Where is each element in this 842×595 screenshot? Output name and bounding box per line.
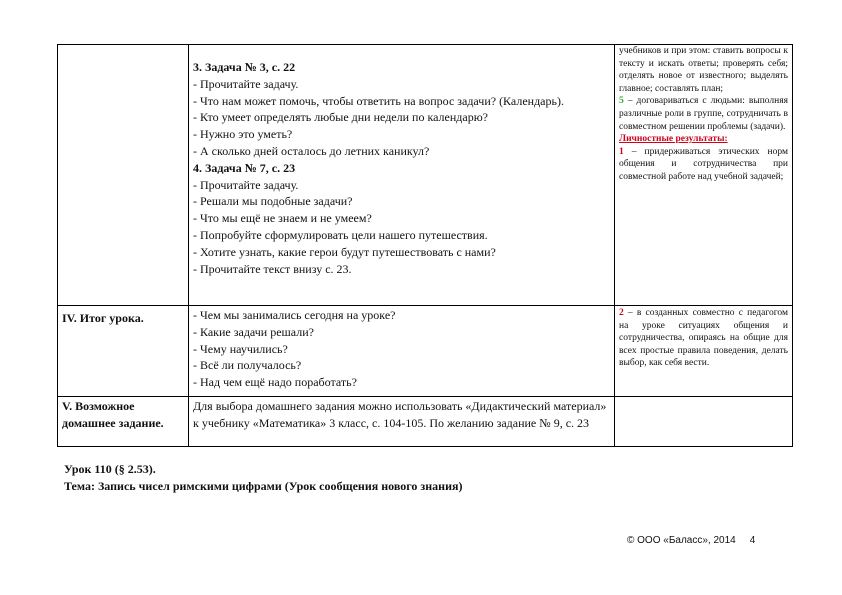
- activity-line: - А сколько дней осталось до летних каникул?: [193, 143, 430, 158]
- table-row: [58, 397, 793, 447]
- activity-line: - Что нам может помочь, чтобы ответить на вопрос задачи? (Календарь).: [193, 93, 564, 108]
- table-row: [58, 306, 793, 397]
- activity-cell: [189, 45, 615, 306]
- result-text: – договариваться с людьми: выполняя различные роли в группе, сотрудничать в совместном решении проблемы (задачи).: [619, 96, 788, 132]
- copyright: © ООО «Баласс», 2014: [627, 535, 736, 546]
- activity-line: 4. Задача № 7, с. 23: [193, 160, 296, 175]
- result-number: 1: [619, 146, 624, 157]
- lesson-topic: Тема: Запись чисел римскими цифрами (Урок сообщения нового знания): [64, 479, 463, 493]
- activity-line: - Прочитайте текст внизу с. 23.: [193, 261, 352, 276]
- result-number: 5: [619, 96, 624, 107]
- activity-line: - Решали мы подобные задачи?: [193, 194, 353, 209]
- activity-line: 3. Задача № 3, с. 22: [193, 60, 296, 74]
- personal-results-heading: Личностные результаты:: [619, 134, 728, 145]
- result-number: 2: [619, 308, 624, 318]
- lesson-plan-table: [57, 44, 793, 447]
- lesson-title: Урок 110 (§ 2.53).: [64, 462, 156, 476]
- activity-line: - Над чем ещё надо поработать?: [193, 375, 357, 390]
- stage-cell: V. Возможное домашнее задание.: [58, 397, 189, 447]
- activity-line: - Хотите узнать, какие герои будут путешествовать с нами?: [193, 244, 496, 259]
- results-paragraph: [619, 95, 788, 133]
- activity-line: - Попробуйте сформулировать цели нашего путешествия.: [193, 227, 488, 242]
- page-number: 4: [749, 535, 756, 546]
- activity-line: - Кто умеет определять любые дни недели по календарю?: [193, 110, 488, 125]
- activity-line: - Нужно это уметь?: [193, 127, 293, 142]
- activity-line: - Какие задачи решали?: [193, 324, 314, 339]
- result-text: – в созданных совместно с педагогом на уроке ситуациях общения и сотрудничества, опираясь на общие для всех простые правила поведения, делать выбор, как себя вести.: [619, 308, 788, 369]
- activity-lines: [193, 307, 610, 391]
- page-footer: [627, 535, 755, 546]
- results-cell: [615, 45, 793, 306]
- activity-line: - Прочитайте задачу.: [193, 177, 299, 192]
- activity-line: - Что мы ещё не знаем и не умеем?: [193, 211, 372, 226]
- results-cell: [615, 306, 793, 397]
- stage-cell: IV. Итог урока.: [58, 306, 189, 397]
- results-paragraph: [619, 146, 788, 184]
- homework-cell: Для выбора домашнего задания можно использовать «Дидактический материал» к учебнику «Математика» 3 класс, с. 104-105. По желанию задание № 9, с. 23: [189, 397, 615, 447]
- activity-line: - Чем мы занимались сегодня на уроке?: [193, 308, 396, 322]
- activity-line: - Прочитайте задачу.: [193, 76, 299, 91]
- activity-line: - Чему научились?: [193, 341, 288, 356]
- activity-line: - Всё ли получалось?: [193, 358, 302, 373]
- stage-cell: [58, 45, 189, 306]
- results-paragraph: учебников и при этом: ставить вопросы к тексту и искать ответы; проверять себя; отделять новое от известного; выделять главное; составлять план;: [619, 46, 788, 94]
- activity-cell: [189, 306, 615, 397]
- activity-lines: [193, 59, 610, 277]
- empty-cell: [615, 397, 793, 447]
- table-row: [58, 45, 793, 306]
- result-text: – придерживаться этических норм общения и сотрудничества при совместной работе над учебной задачей;: [619, 146, 788, 182]
